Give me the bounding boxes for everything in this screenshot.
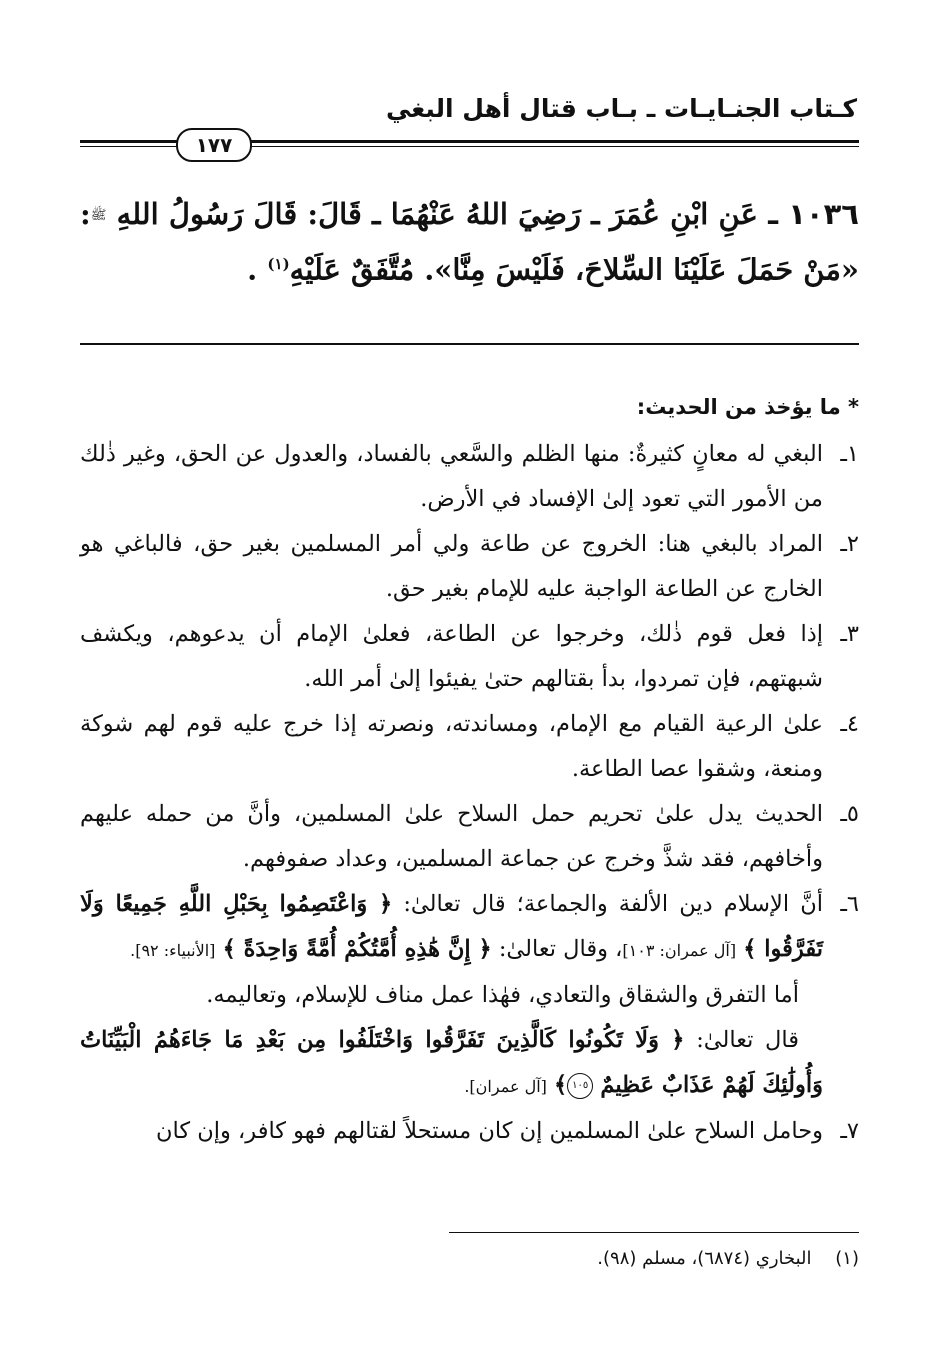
hadith-divider xyxy=(80,343,859,345)
hadith-end: . xyxy=(247,252,258,287)
lesson-number: ٣ـ xyxy=(840,621,859,647)
lesson-text: أنَّ الإسلام دين الألفة والجماعة؛ قال تعالىٰ: xyxy=(403,891,823,917)
verse-reference: [الأنبياء: ٩٢]. xyxy=(130,941,216,960)
lesson-number: ٧ـ xyxy=(840,1118,859,1144)
lesson-number: ٦ـ xyxy=(840,891,859,917)
chapter-title: كـتاب الجنـايـات ـ بـاب قتال أهل البغي xyxy=(386,94,857,123)
lesson-item xyxy=(80,792,859,882)
page-number: ١٧٧ xyxy=(176,128,252,162)
lesson-text: علىٰ الرعية القيام مع الإمام، ومساندته، ونصرته إذا خرج عليه قوم لهم شوكة ومنعة، وشقوا عصا الطاعة. xyxy=(80,711,823,782)
lesson-text: ، وقال تعالىٰ: xyxy=(498,936,623,962)
salla-glyph: ﷺ xyxy=(90,208,107,223)
ayah-number-mark: ١٠٥ xyxy=(567,1073,593,1099)
quran-bracket: ﴾ xyxy=(554,1072,568,1098)
lesson-number: ٢ـ xyxy=(840,531,859,557)
lesson-number: ٤ـ xyxy=(840,711,859,737)
lesson-item xyxy=(80,612,859,702)
quran-verse: ﴿ وَاعْتَصِمُوا بِحَبْلِ اللَّهِ جَمِيعًا وَلَا تَفَرَّقُوا ﴾ xyxy=(80,891,823,962)
lessons-list xyxy=(80,432,859,1154)
page-header xyxy=(80,92,859,157)
footnote-text: البخاري (٦٨٧٤)، مسلم (٩٨). xyxy=(597,1248,812,1269)
verse-reference: [آل عمران: ١٠٣] xyxy=(622,941,737,960)
hadith-text-part1: عَنِ ابْنِ عُمَرَ ـ رَضِيَ اللهُ عَنْهُمَا ـ قَالَ: قَالَ رَسُولُ اللهِ xyxy=(116,197,758,231)
footnote-reference: (١) xyxy=(267,255,290,273)
lesson-item xyxy=(80,702,859,792)
lesson-item-7 xyxy=(80,1109,859,1154)
lesson-text: قال تعالىٰ: xyxy=(696,1027,799,1053)
lesson-text: الحديث يدل علىٰ تحريم حمل السلاح علىٰ المسلمين، وأنَّ من حمله عليهم وأخافهم، فقد شذَّ وخرج عن جماعة المسلمين، وعداد صفوفهم. xyxy=(80,801,823,872)
lesson-item-6 xyxy=(80,882,859,973)
lesson-text: البغي له معانٍ كثيرةٌ: منها الظلم والسَّعي بالفساد، والعدول عن الحق، وغير ذٰلك من الأمور التي تعود إلىٰ الإفساد في الأرض. xyxy=(80,441,823,512)
lesson-number: ٥ـ xyxy=(840,801,859,827)
footnote-divider xyxy=(449,1232,859,1233)
lesson-item xyxy=(80,522,859,612)
lesson-paragraph: أما التفرق والشقاق والتعادي، فهٰذا عمل مناف للإسلام، وتعاليمه. xyxy=(206,982,799,1008)
lessons-heading: * ما يؤخذ من الحديث: xyxy=(636,395,859,419)
lesson-number: ١ـ xyxy=(840,441,859,467)
lesson-text: وحامل السلاح علىٰ المسلمين إن كان مستحلاً لقتالهم فهو كافر، وإن كان xyxy=(155,1118,823,1144)
hadith-text xyxy=(80,190,859,294)
quran-verse: ﴿ إِنَّ هَٰذِهِ أُمَّتُكُمْ أُمَّةً وَاحِدَةً ﴾ xyxy=(222,936,492,962)
lesson-item xyxy=(80,432,859,522)
footnote xyxy=(80,1248,859,1269)
verse-reference: [آل عمران]. xyxy=(464,1077,547,1096)
quran-verse: ﴿ وَلَا تَكُونُوا كَالَّذِينَ تَفَرَّقُوا وَاخْتَلَفُوا مِن بَعْدِ مَا جَاءَهُمُ الْبَيِّنَاتُ وَأُولَٰئِكَ لَهُمْ عَذَابٌ عَظِيمٌ xyxy=(80,1027,823,1098)
hadith-text-part2: : «مَنْ حَمَلَ عَلَيْنَا السِّلاحَ، فَلَيْسَ مِنَّا». مُتَّفَقٌ عَلَيْهِ xyxy=(80,197,859,287)
lesson-text: المراد بالبغي هنا: الخروج عن طاعة ولي أمر المسلمين بغير حق، فالباغي هو الخارج عن الطاعة الواجبة عليه للإمام بغير حق. xyxy=(80,531,823,602)
footnote-number: (١) xyxy=(835,1248,859,1269)
lesson-text: إذا فعل قوم ذٰلك، وخرجوا عن الطاعة، فعلىٰ الإمام أن يدعوهم، ويكشف شبهتهم، فإن تمردوا، بدأ بقتالهم حتىٰ يفيئوا إلىٰ أمر الله. xyxy=(80,621,823,692)
hadith-number: ١٠٣٦ ـ xyxy=(768,197,859,231)
lesson-paragraph xyxy=(80,1018,859,1109)
